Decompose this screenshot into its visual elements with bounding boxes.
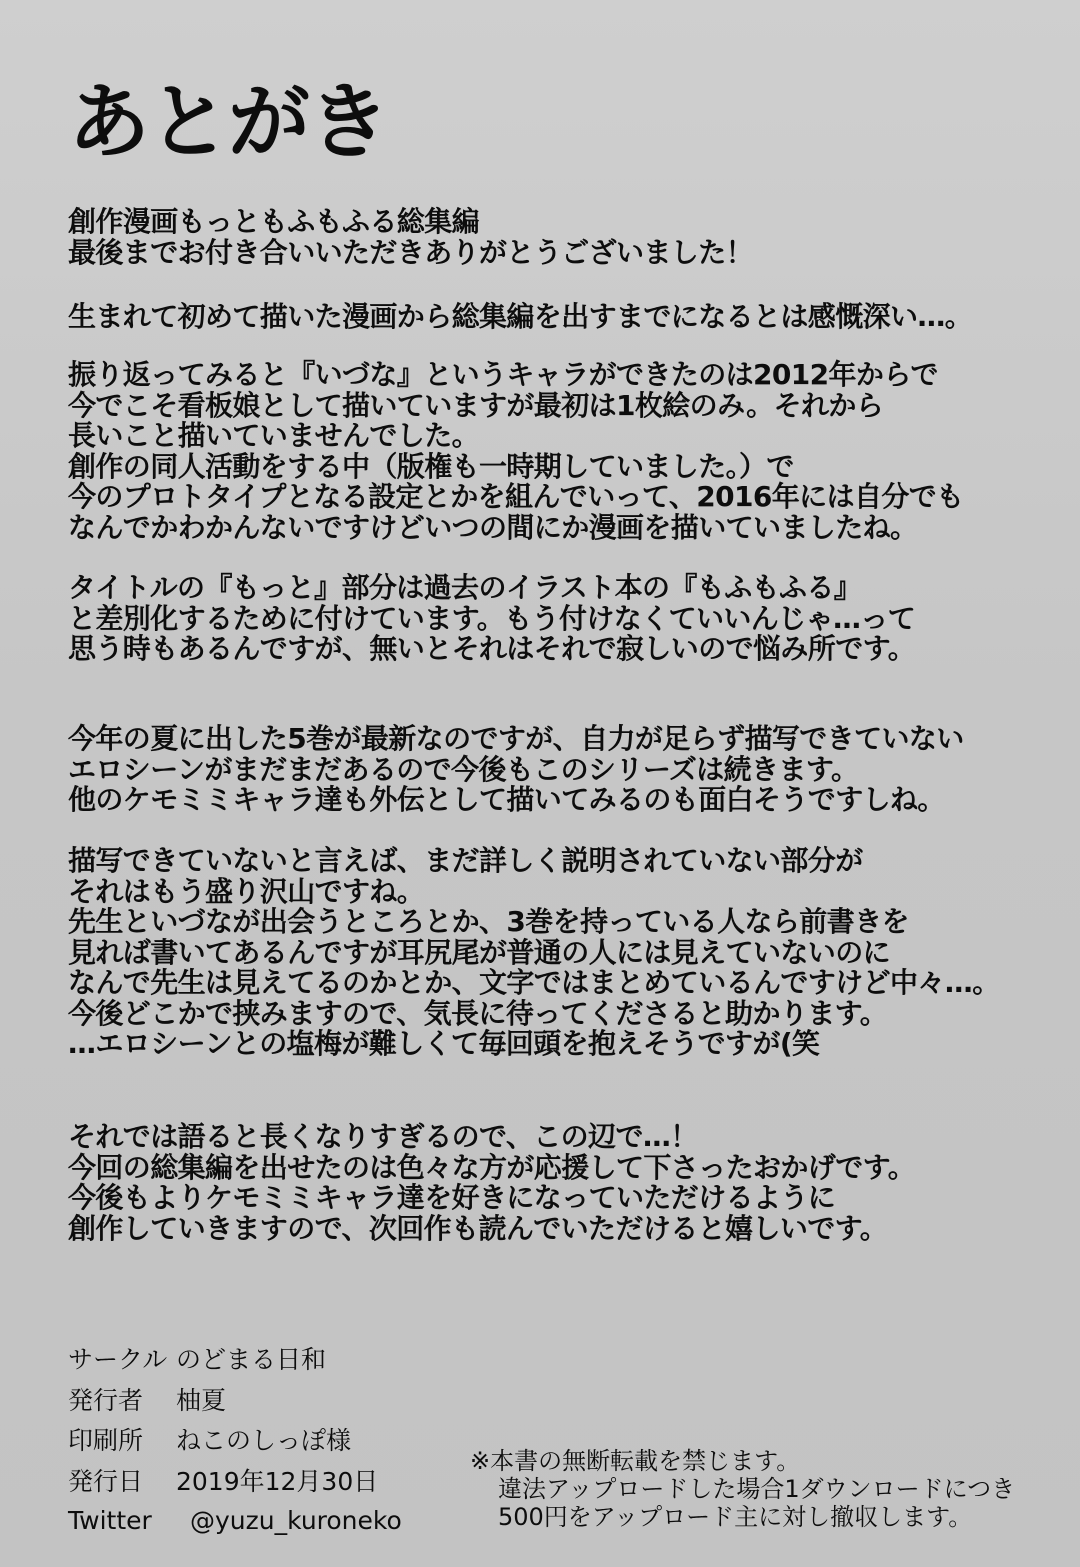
text-line: 描写できていないと言えば、まだ詳しく説明されていない部分が: [68, 844, 863, 877]
paragraph-title-origin: [68, 573, 1058, 665]
text-line: それでは語ると長くなりすぎるので、この辺で…！: [68, 1120, 698, 1153]
text-line: なんで先生は見えてるのかとか、文字ではまとめているんですけど中々…。: [68, 966, 1000, 999]
text-line: 先生といづなが出会うところとか、3巻を持っている人なら前書きを: [68, 905, 909, 938]
colophon-label: 発行者: [68, 1385, 144, 1415]
paragraph-thanks: [68, 207, 1058, 268]
text-line: 今年の夏に出した5巻が最新なのですが、自力が足らず描写できていない: [68, 722, 964, 755]
colophon-value: 2019年12月30日: [176, 1466, 379, 1496]
text-line: 創作していきますので、次回作も読んでいただけると嬉しいです。: [68, 1211, 888, 1245]
colophon-date: [68, 1460, 402, 1501]
text-line: 生まれて初めて描いた漫画から総集編を出すまでになるとは感慨深い…。: [68, 300, 973, 333]
colophon-circle: [68, 1338, 402, 1379]
text-line: 今でこそ看板娘として描いていますが最初は1枚絵のみ。それから: [68, 388, 884, 422]
notice-line: 違法アップロードした場合1ダウンロードにつき: [498, 1475, 1016, 1503]
colophon-label: 発行日: [68, 1466, 144, 1496]
text-line: 創作漫画もっともふもふる総集編: [68, 205, 480, 238]
colophon: [68, 1338, 402, 1541]
paragraph-series-continues: [68, 724, 1058, 816]
notice-line: ※本書の無断転載を禁じます。: [470, 1447, 801, 1475]
colophon-label: 印刷所: [68, 1426, 144, 1456]
colophon-value: のどまる日和: [176, 1345, 327, 1375]
paragraph-first-manga: [68, 302, 1058, 333]
text-line: タイトルの『もっと』部分は過去のイラスト本の『もふもふる』: [68, 571, 862, 604]
colophon-label: サークル: [68, 1345, 168, 1375]
colophon-publisher: [68, 1379, 402, 1420]
text-line: …エロシーンとの塩梅が難しくて毎回頭を抱えそうですが(笑: [68, 1027, 820, 1060]
text-line: それはもう盛り沢山ですね。: [68, 874, 425, 908]
text-line: 今後もよりケモミミキャラ達を好きになっていただけるように: [68, 1181, 836, 1214]
colophon-value: 柚夏: [176, 1385, 227, 1415]
text-line: エロシーンがまだまだあるので今後もこのシリーズは続きます。: [68, 752, 859, 786]
paragraph-unexplained-parts: [68, 846, 1058, 1060]
text-line: 最後までお付き合いいただきありがとうございました！: [68, 235, 754, 269]
copyright-notice: [470, 1447, 1015, 1531]
text-line: 今のプロトタイプとなる設定とかを組んでいって、2016年には自分でも: [68, 480, 964, 513]
colophon-twitter: [68, 1500, 402, 1541]
page-title: あとがき: [68, 75, 389, 170]
text-line: なんでかわかんないですけどいつの間にか漫画を描いていましたね。: [68, 510, 918, 544]
text-line: 思う時もあるんですが、無いとそれはそれで寂しいので悩み所です。: [68, 632, 916, 665]
twitter-handle: @yuzu_kuroneko: [190, 1505, 402, 1535]
text-line: と差別化するために付けています。もう付けなくていいんじゃ…って: [68, 601, 916, 635]
colophon-value: ねこのしっぽ様: [176, 1426, 352, 1456]
colophon-label: Twitter: [68, 1505, 152, 1535]
paragraph-closing: [68, 1122, 1058, 1244]
text-line: 振り返ってみると『いづな』というキャラができたのは2012年からで: [68, 358, 938, 391]
text-line: 今回の総集編を出せたのは色々な方が応援して下さったおかげです。: [68, 1150, 916, 1184]
paragraph-character-history: [68, 360, 1058, 543]
text-line: 創作の同人活動をする中（版権も一時期していました。）で: [68, 449, 794, 483]
text-line: 長いこと描いていませんでした。: [68, 419, 480, 452]
text-line: 今後どこかで挟みますので、気長に待ってくださると助かります。: [68, 996, 888, 1030]
text-line: 見れば書いてあるんですが耳尻尾が普通の人には見えていないのに: [68, 935, 891, 969]
text-line: 他のケモミミキャラ達も外伝として描いてみるのも面白そうですしね。: [68, 783, 945, 816]
notice-line: 500円をアップロード主に対し撤収します。: [498, 1503, 973, 1531]
colophon-printer: [68, 1419, 402, 1460]
